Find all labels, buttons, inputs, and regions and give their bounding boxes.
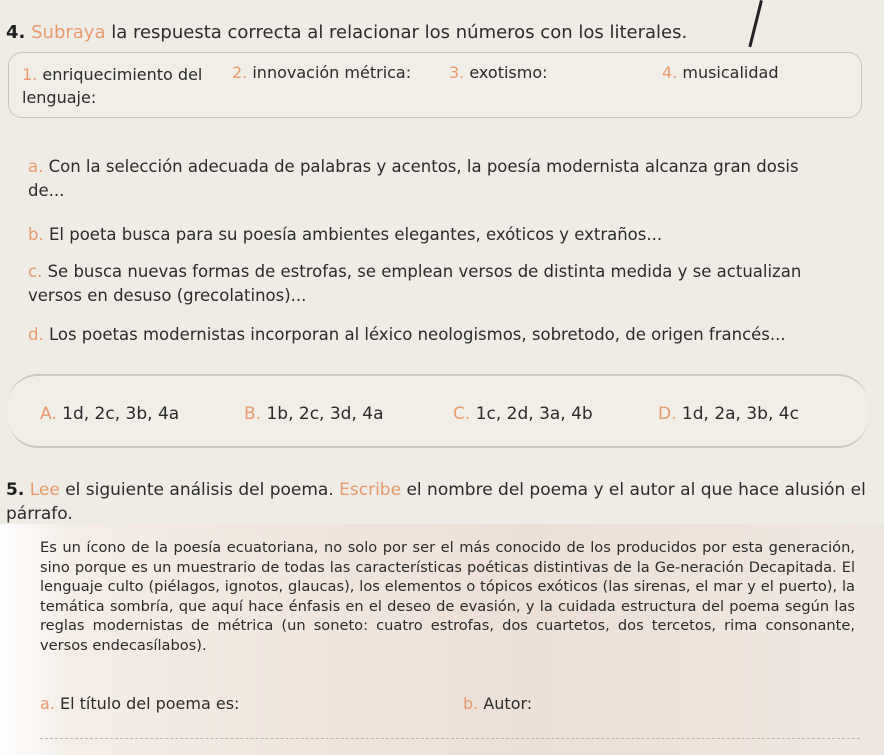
question-text: la respuesta correcta al relacionar los números con los literales.	[111, 22, 688, 43]
analysis-paragraph: Es un ícono de la poesía ecuatoriana, no solo por ser el más conocido de los producidos por esta generación, sino porque es un muestrario de todas las características poéticas distintivas de la Ge-neración Decapitada. El lenguaje culto (piélagos, ignotos, glaucas), los elementos o tópicos exóticos (las sirenas, el mar y el puerto), la temática sombría, que aquí hace énfasis en el deseo de evasión, y la cuidada estructura del poema según las reglas modernistas de métrica (un soneto: cuatro estrofas, dos cuartetos, dos tercetos, rima consonante, versos endecasílabos).	[40, 539, 855, 654]
subquestion-author: b. Autor:	[463, 694, 533, 713]
option-4: 4. musicalidad	[662, 63, 779, 82]
answer-line	[40, 738, 860, 739]
pen-stroke	[748, 0, 763, 47]
question-4-title	[6, 22, 687, 43]
answer-d[interactable]: D. 1d, 2a, 3b, 4c	[658, 404, 799, 424]
option-1: 1. enriquecimiento del lenguaje:	[22, 65, 203, 107]
answer-a[interactable]: A. 1d, 2c, 3b, 4a	[40, 404, 180, 424]
answer-b[interactable]: B. 1b, 2c, 3d, 4a	[244, 404, 384, 424]
option-2: 2. innovación métrica:	[232, 63, 412, 82]
statement-a: a. Con la selección adecuada de palabras y acentos, la poesía modernista alcanza gran dosis de...	[28, 157, 799, 200]
question-5-title: 5. Lee el siguiente análisis del poema. Escribe el nombre del poema y el autor al que hace alusión el párrafo.	[6, 480, 866, 524]
question-verb: Subraya	[31, 22, 106, 43]
statement-c: c. Se busca nuevas formas de estrofas, se emplean versos de distinta medida y se actualizan versos en desuso (grecolatinos)...	[28, 262, 802, 305]
option-3: 3. exotismo:	[449, 63, 548, 82]
answer-c[interactable]: C. 1c, 2d, 3a, 4b	[453, 404, 593, 424]
statement-b: b. El poeta busca para su poesía ambientes elegantes, exóticos y extraños...	[28, 225, 663, 244]
subquestion-title: a. El título del poema es:	[40, 694, 240, 713]
question-number: 4.	[6, 22, 26, 43]
statement-d: d. Los poetas modernistas incorporan al léxico neologismos, sobretodo, de origen francés...	[28, 325, 786, 344]
